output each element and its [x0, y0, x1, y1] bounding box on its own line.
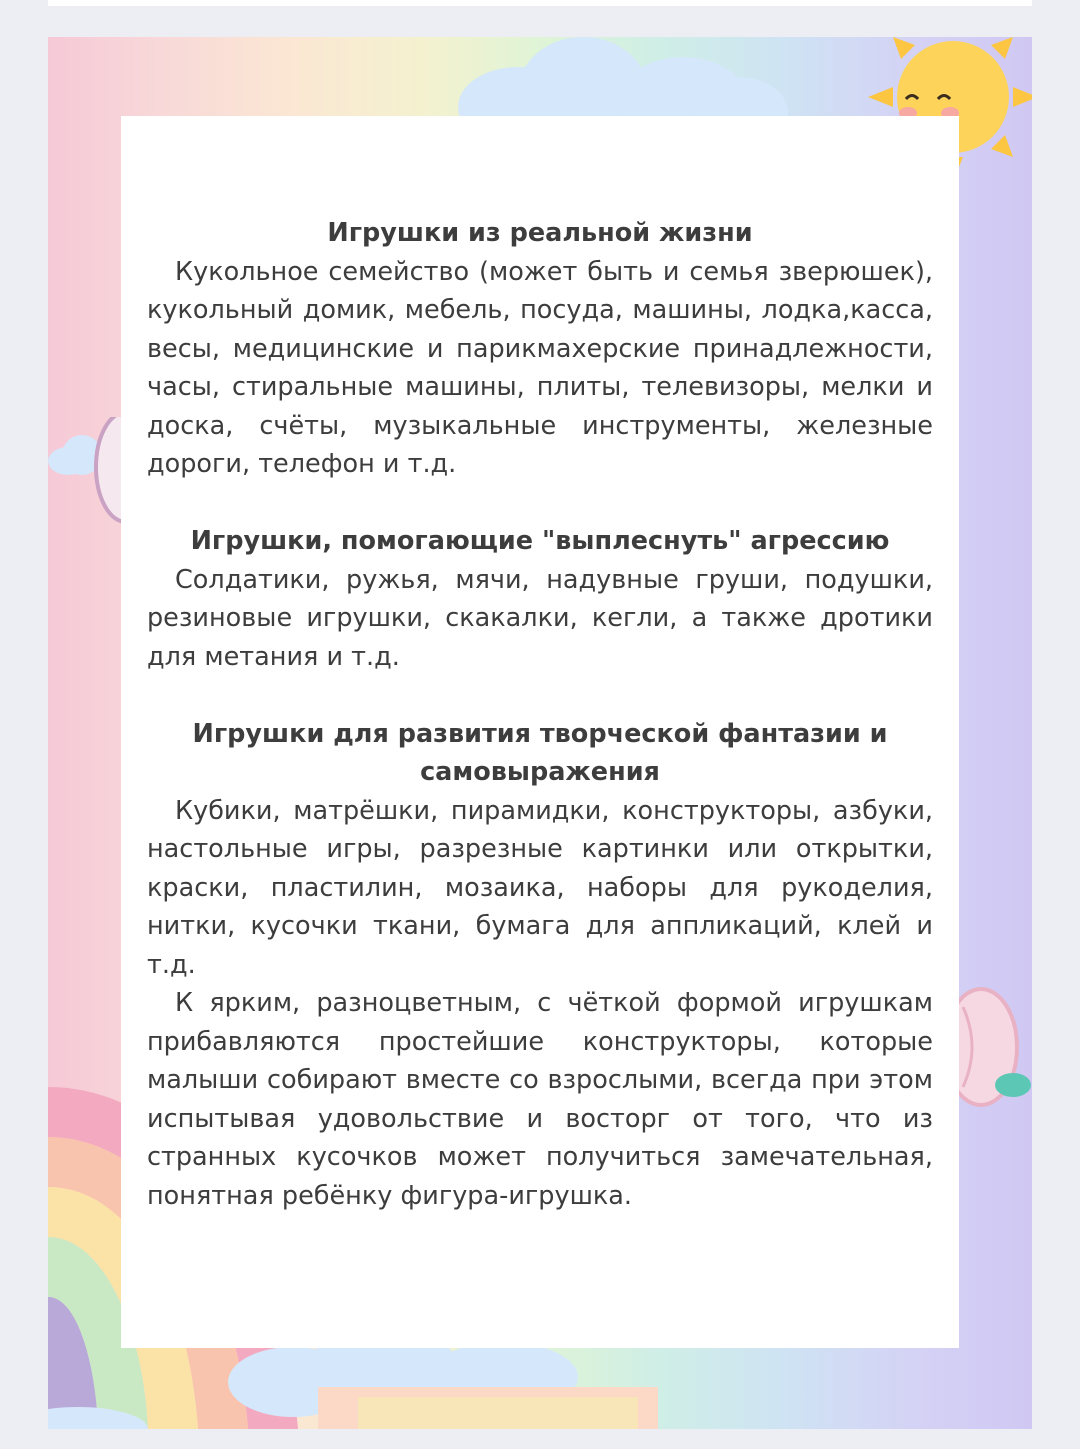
document-page [48, 37, 1032, 1429]
hot-air-balloon-icon [86, 417, 126, 527]
section-paragraph: К ярким, разноцветным, с чёткой формой игрушкам прибавляются простейшие конструкторы, которые малыши собирают вместе со взрослыми, всегда при этом испытывая удовольствие и восторг от того, что из странных кусочков может получиться замечательная, понятная ребёнку фигура-игрушка. [147, 988, 933, 1211]
section-paragraph: Кубики, матрёшки, пирамидки, конструкторы, азбуки, настольные игры, разрезные картинки или открытки, краски, пластилин, мозаика, наборы для рукоделия, нитки, кусочки ткани, бумага для аппликаций, клей и т.д. [147, 795, 933, 980]
section-heading: Игрушки для развития творческой фантазии и самовыражения [192, 718, 888, 787]
rainbow-icon [298, 1367, 678, 1429]
hot-air-balloon-icon [953, 987, 1032, 1127]
section-heading: Игрушки из реальной жизни [327, 218, 753, 248]
text-card [121, 116, 959, 1348]
cloud-icon [448, 37, 788, 127]
section-paragraph: Солдатики, ружья, мячи, надувные груши, подушки, резиновые игрушки, скакалки, кегли, а также дротики для метания и т.д. [147, 564, 933, 672]
article-content [147, 214, 933, 1215]
section-heading: Игрушки, помогающие "выплеснуть" агрессию [190, 526, 890, 556]
previous-page-edge [48, 0, 1032, 6]
section-paragraph: Кукольное семейство (может быть и семья зверюшек), кукольный домик, мебель, посуда, машины, лодка,касса, весы, медицинские и парикмахерские принадлежности, часы, стиральные машины, плиты, телевизоры, мелки и доска, счёты, музыкальные инструменты, железные дороги, телефон и т.д. [147, 256, 933, 479]
